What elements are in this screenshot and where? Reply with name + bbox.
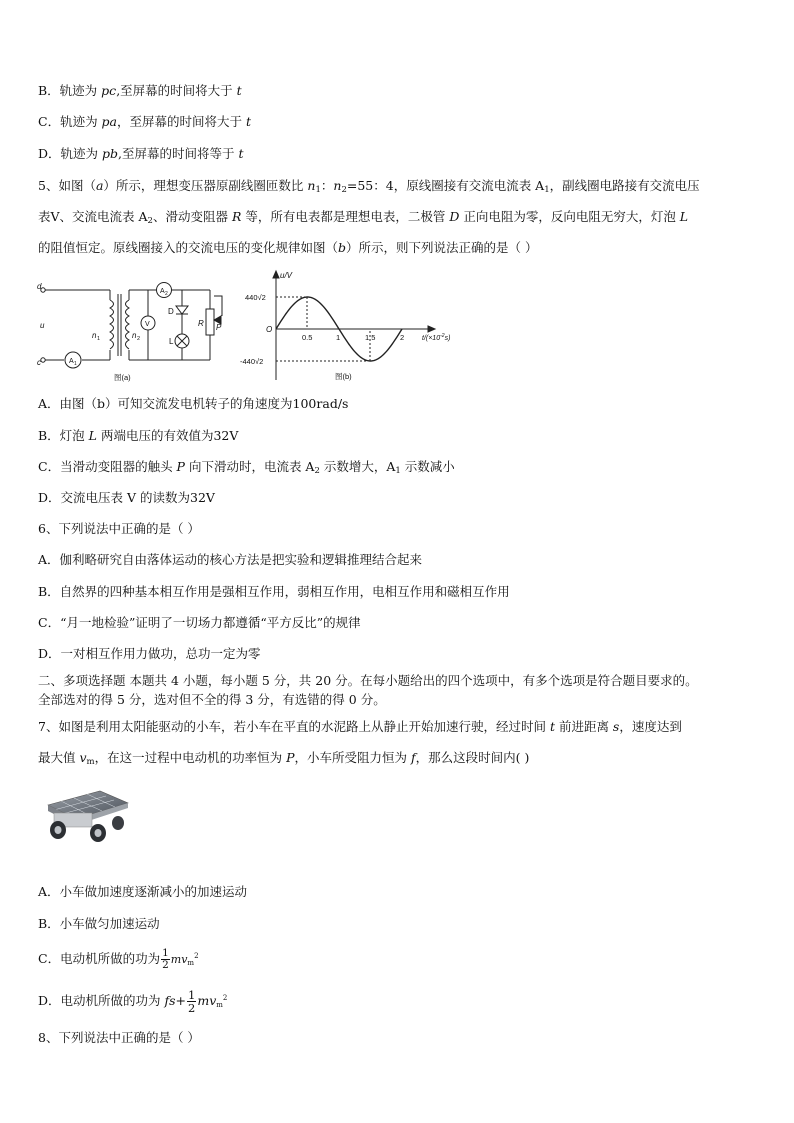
fraction-one-half: $\frac{1}{2}$	[162, 947, 169, 971]
svg-text:1: 1	[74, 361, 77, 367]
q5-option-c: C．当滑动变阻器的触头 P 向下滑动时，电流表 $A_2$ 示数增大，$A_1$ 示数减小	[38, 459, 455, 476]
svg-text:O: O	[266, 325, 273, 334]
q6-option-b: B．自然界的四种基本相互作用是强相互作用，弱相互作用，电相互作用和磁相互作用	[38, 584, 510, 599]
svg-text:n: n	[132, 331, 137, 340]
circuit-diagram	[36, 276, 228, 388]
q6-option-d: D．一对相互作用力做功，总功一定为零	[38, 646, 261, 661]
q6-option-c: C．“月一地检验”证明了一切场力都遵循“平方反比”的规律	[38, 615, 361, 630]
svg-text:440√2: 440√2	[245, 293, 266, 302]
q4-option-b: B．轨迹为 pc,至屏幕的时间将大于 t	[38, 83, 242, 98]
q7-option-b: B．小车做匀加速运动	[38, 916, 160, 931]
svg-text:0.5: 0.5	[302, 333, 313, 342]
x-axis-label: $t/(\times 10^{-2}s)$	[422, 333, 451, 342]
q5-stem-line2: 表V、交流电流表 $A_2$、滑动变阻器 R 等，所有电表都是理想电表，二极管 D 正向电阻为零，反向电阻无穷大，灯泡 L	[38, 209, 689, 226]
svg-text:1: 1	[97, 336, 101, 342]
svg-text:图(a): 图(a)	[114, 373, 131, 382]
q4-option-d: D．轨迹为 pb,至屏幕的时间将等于 t	[38, 146, 244, 161]
svg-text:d: d	[37, 282, 42, 291]
svg-text:L: L	[169, 337, 174, 346]
q5-stem-line1: 5、如图（a）所示，理想变压器原副线圈匝数比 $n_1$：$n_2=55$：4，原线圈接有交流电流表 $A_1$，副线圈电路接有交流电压	[38, 178, 700, 195]
svg-text:-440√2: -440√2	[240, 357, 264, 366]
q5-option-d: D．交流电压表 V 的读数为32V	[38, 490, 215, 505]
svg-text:u/V: u/V	[280, 271, 293, 280]
q4-option-c: C．轨迹为 pa，至屏幕的时间将大于 t	[38, 114, 252, 129]
q5-option-a: A．由图（b）可知交流发电机转子的角速度为100rad/s	[38, 396, 349, 411]
svg-text:P: P	[216, 323, 222, 332]
svg-text:u: u	[40, 321, 45, 330]
q6-stem: 6、下列说法中正确的是（ ）	[38, 521, 200, 536]
svg-text:R: R	[198, 319, 204, 328]
q7-option-d: D．电动机所做的功为 fs+ $\frac{1}{2}$ $mv_m^2$	[38, 988, 228, 1015]
fraction-one-half: $\frac{1}{2}$	[188, 988, 196, 1015]
q5-stem-line3: 的阻值恒定。原线圈接入的交流电压的变化规律如图（b）所示，则下列说法正确的是（ ）	[38, 240, 538, 255]
svg-text:D: D	[168, 307, 174, 316]
q7-stem-line1: 7、如图是利用太阳能驱动的小车，若小车在平直的水泥路上从静止开始加速行驶，经过时间 t 前进距离 s，速度达到	[38, 719, 682, 734]
q7-stem-line2: 最大值 $v_m$，在这一过程中电动机的功率恒为 P，小车所受阻力恒为 f，那么这段时间内( )	[38, 750, 530, 767]
svg-text:A: A	[160, 288, 165, 295]
q5-option-b: B．灯泡 L 两端电压的有效值为32V	[38, 428, 239, 443]
q7-option-a: A．小车做加速度逐渐减小的加速运动	[38, 884, 248, 899]
svg-text:A: A	[69, 358, 74, 365]
q7-option-c: C．电动机所做的功为 $\frac{1}{2}$ $mv_m^2$	[38, 947, 199, 971]
voltage-waveform-graph	[240, 268, 465, 388]
q6-option-a: A．伽利略研究自由落体运动的核心方法是把实验和逻辑推理结合起来	[38, 552, 423, 567]
svg-text:1: 1	[336, 333, 341, 342]
solar-car-image	[42, 783, 130, 845]
svg-text:n: n	[92, 331, 97, 340]
svg-text:图(b): 图(b)	[335, 372, 352, 381]
svg-text:2: 2	[165, 291, 168, 297]
svg-text:1.5: 1.5	[365, 333, 376, 342]
svg-text:c: c	[37, 358, 41, 367]
svg-text:2: 2	[400, 333, 405, 342]
section2-instructions-line2: 全部选对的得 5 分，选对但不全的得 3 分，有选错的得 0 分。	[38, 692, 386, 707]
section2-instructions-line1: 二、多项选择题 本题共 4 小题，每小题 5 分，共 20 分。在每小题给出的四个选项中，有多个选项是符合题目要求的。	[38, 673, 698, 688]
svg-text:2: 2	[137, 336, 141, 342]
svg-text:V: V	[145, 321, 150, 328]
q8-stem: 8、下列说法中正确的是（ ）	[38, 1030, 200, 1045]
